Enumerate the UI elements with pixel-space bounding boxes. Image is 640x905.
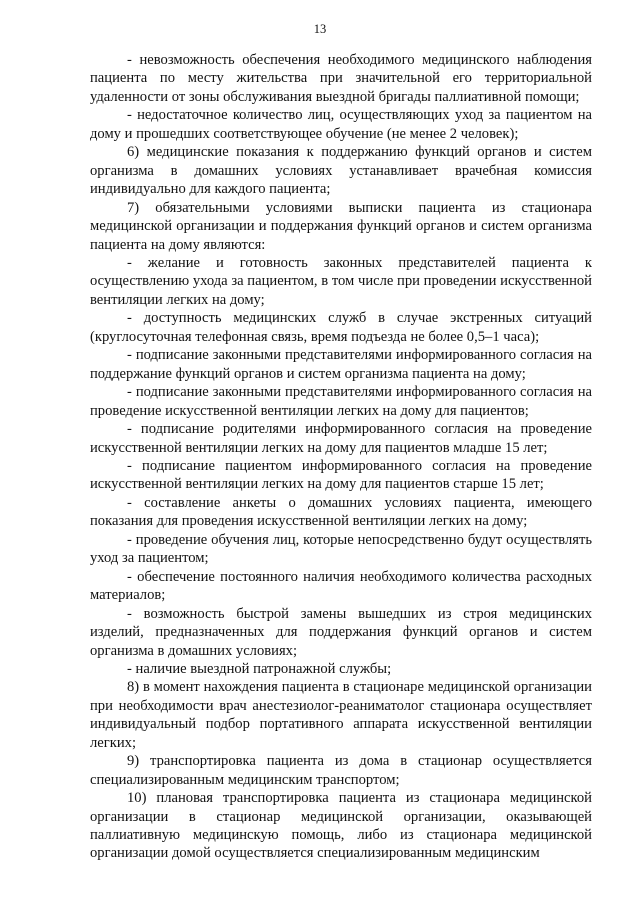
paragraph: - желание и готовность законных представителей пациента к осуществлению ухода за пациентом, в том числе при проведении искусственной вентиляции легких на дому; <box>90 254 592 308</box>
paragraph: - подписание законными представителями информированного согласия на поддержание функций органов и систем организма пациента на дому; <box>90 347 592 382</box>
paragraph: - доступность медицинских служб в случае экстренных ситуаций (круглосуточная телефонная связь, время подъезда не более 0,5–1 часа); <box>90 310 592 345</box>
paragraph: 8) в момент нахождения пациента в стационаре медицинской организации при необходимости врач анестезиолог-реаниматолог стационара осуществляет индивидуальный подбор портативного аппарата искусственной вентиляции легких; <box>90 679 592 751</box>
paragraph: - составление анкеты о домашних условиях пациента, имеющего показания для проведения искусственной вентиляции легких на дому; <box>90 494 592 530</box>
paragraph: - невозможность обеспечения необходимого медицинского наблюдения пациента по месту жительства при значительной его территориальной удаленности от зоны обслуживания выездной бригады паллиативной помощи; <box>90 52 592 105</box>
page-number: 13 <box>313 22 327 36</box>
paragraph: - наличие выездной патронажной службы; <box>127 660 392 677</box>
paragraph: - подписание пациентом информированного согласия на проведение искусственной вентиляции легких на дому для пациентов старше 15 лет; <box>90 457 592 493</box>
paragraph: 7) обязательными условиями выписки пациента из стационара медицинской организации и поддержания функций органов и систем организма пациента на дому являются: <box>90 199 592 253</box>
paragraph: - недостаточное количество лиц, осуществляющих уход за пациентом на дому и прошедших соответствующее обучение (не менее 2 человек); <box>90 107 592 142</box>
paragraph: 6) медицинские показания к поддержанию функций органов и систем организма в домашних условиях устанавливает врачебная комиссия индивидуально для каждого пациента; <box>90 144 592 198</box>
paragraph: - подписание родителями информированного согласия на проведение искусственной вентиляции легких на дому для пациентов младше 15 лет; <box>90 421 592 456</box>
paragraph: 9) транспортировка пациента из дома в стационар осуществляется специализированным медицинским транспортом; <box>90 753 592 788</box>
paragraph: - обеспечение постоянного наличия необходимого количества расходных материалов; <box>90 568 592 604</box>
paragraph: - возможность быстрой замены вышедших из строя медицинских изделий, предназначенных для поддержания функций органов и систем организма в домашних условиях; <box>90 605 592 659</box>
paragraph: - подписание законными представителями информированного согласия на проведение искусственной вентиляции легких на дому для пациентов; <box>90 384 592 419</box>
paragraph: - проведение обучения лиц, которые непосредственно будут осуществлять уход за пациентом; <box>90 531 592 567</box>
document-body <box>90 51 592 863</box>
paragraph: 10) плановая транспортировка пациента из стационара медицинской организации в стационар медицинской организации, оказывающей паллиативную медицинскую помощь, либо из стационара медицинской организации домой осуществляется специализированным медицинским <box>90 790 592 862</box>
